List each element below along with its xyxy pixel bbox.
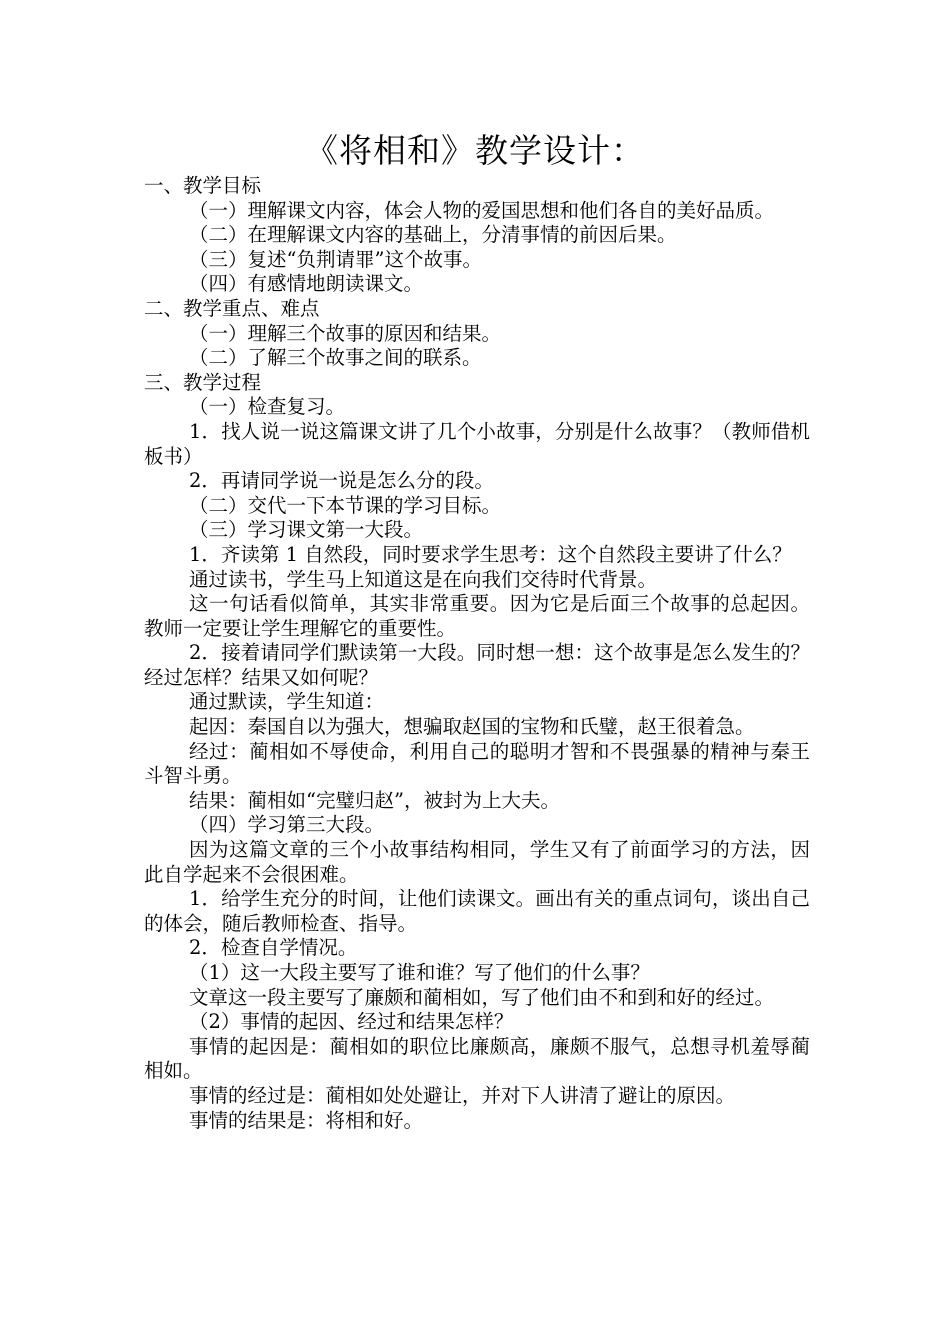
section-heading-key-points: 二、教学重点、难点 [144,296,320,320]
paragraph: （一）理解三个故事的原因和结果。 [189,321,502,345]
section-heading-objectives: 一、教学目标 [144,174,262,197]
paragraph: （一）检查复习。 [189,395,346,419]
paragraph: 1．齐读第 1 自然段，同时要求学生思考：这个自然段主要讲了什么？ [189,542,792,566]
paragraph: （四）有感情地朗读课文。 [189,272,424,296]
paragraph: （三）复述“负荆请罪”这个故事。 [189,247,482,271]
paragraph: 通过默读，学生知道： [189,690,385,714]
paragraph: 结果：蔺相如“完璧归赵”，被封为上大夫。 [189,788,560,812]
document-body [144,174,810,1133]
paragraph: （二）交代一下本节课的学习目标。 [189,493,502,517]
paragraph: （四）学习第三大段。 [189,813,385,837]
paragraph: 起因：秦国自以为强大，想骗取赵国的宝物和氏璧，赵王很着急。 [189,715,755,739]
paragraph: 1．找人说一说这篇课文讲了几个小故事，分别是什么故事？（教师借机板书） [144,419,810,468]
paragraph: 2．再请同学说一说是怎么分的段。 [189,469,494,493]
paragraph: 因为这篇文章的三个小故事结构相同，学生又有了前面学习的方法，因此自学起来不会很困难。 [144,838,810,886]
paragraph: 通过读书，学生马上知道这是在向我们交待时代背景。 [189,567,658,591]
paragraph: （二）了解三个故事之间的联系。 [189,346,482,370]
paragraph: 经过：蔺相如不辱使命，利用自己的聪明才智和不畏强暴的精神与秦王斗智斗勇。 [144,739,810,788]
paragraph: 1．给学生充分的时间，让他们读课文。画出有关的重点词句，谈出自己的体会，随后教师检查、指导。 [144,887,810,935]
paragraph: 事情的经过是：蔺相如处处避让，并对下人讲清了避让的原因。 [189,1083,736,1107]
paragraph: 事情的结果是：将相和好。 [189,1108,424,1132]
paragraph: （1）这一大段主要写了谁和谁？写了他们的什么事？ [189,961,650,984]
paragraph: （三）学习课文第一大段。 [189,518,424,542]
section-heading-process: 三、教学过程 [144,370,262,394]
paragraph: （二）在理解课文内容的基础上，分清事情的前因后果。 [189,223,677,247]
paragraph: 事情的起因是：蔺相如的职位比廉颇高，廉颇不服气，总想寻机羞辱蔺相如。 [144,1034,810,1083]
paragraph: 2．检查自学情况。 [189,936,358,960]
paragraph: （一）理解课文内容，体会人物的爱国思想和他们各自的美好品质。 [189,198,775,222]
paragraph: 文章这一段主要写了廉颇和蔺相如，写了他们由不和到和好的经过。 [189,985,775,1009]
paragraph: （2）事情的起因、经过和结果怎样？ [189,1010,514,1034]
paragraph: 2．接着请同学们默读第一大段。同时想一想：这个故事是怎么发生的？经过怎样？结果又如何呢？ [144,641,810,689]
paragraph: 这一句话看似简单，其实非常重要。因为它是后面三个故事的总起因。教师一定要让学生理解它的重要性。 [144,592,810,640]
document-title: 《将相和》教学设计： [305,131,645,170]
